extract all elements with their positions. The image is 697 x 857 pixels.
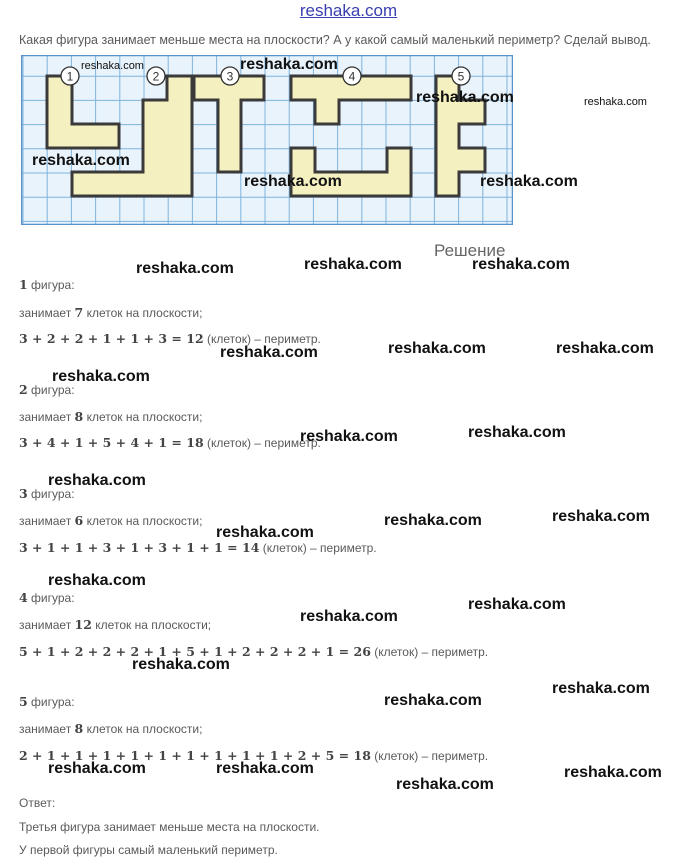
watermark: reshaka.com: [300, 428, 398, 445]
watermark: reshaka.com: [240, 56, 338, 73]
figure-number-5: [452, 67, 470, 85]
watermark: reshaka.com: [220, 344, 318, 361]
watermark: reshaka.com: [32, 152, 130, 169]
watermark: reshaka.com: [480, 173, 578, 190]
svg-text:1: 1: [66, 69, 74, 84]
task-question: Какая фигура занимает меньше места на плоскости? А у какой самый маленький периметр? Сделай вывод.: [19, 33, 651, 47]
answer-line-1: Третья фигура занимает меньше места на плоскости.: [19, 820, 320, 834]
watermark: reshaka.com: [396, 776, 494, 793]
figure-2-area: занимает 8 клеток на плоскости;: [19, 409, 203, 424]
watermark: reshaka.com: [304, 256, 402, 273]
solution-heading: Решение: [434, 241, 506, 260]
answer-line-2: У первой фигуры самый маленький периметр.: [19, 843, 278, 857]
watermark: reshaka.com: [300, 608, 398, 625]
watermark: reshaka.com: [584, 96, 647, 108]
watermark: reshaka.com: [384, 512, 482, 529]
watermark: reshaka.com: [48, 760, 146, 777]
watermark: reshaka.com: [556, 340, 654, 357]
figure-5-label: 5 фигура:: [19, 694, 75, 709]
watermark: reshaka.com: [384, 692, 482, 709]
figure-4-label: 4 фигура:: [19, 590, 75, 605]
svg-text:4: 4: [348, 69, 356, 84]
answer-label: Ответ:: [19, 796, 56, 810]
watermark: reshaka.com: [244, 173, 342, 190]
watermark: reshaka.com: [132, 656, 230, 673]
figure-1-perimeter: 3 + 2 + 2 + 1 + 1 + 3 = 12 (клеток) – периметр.: [19, 331, 321, 346]
figures-grid-image: [21, 55, 513, 225]
figure-2-perimeter: 3 + 4 + 1 + 5 + 4 + 1 = 18 (клеток) – периметр.: [19, 435, 321, 450]
site-title-link[interactable]: reshaka.com: [299, 1, 398, 20]
figure-number-4: [343, 67, 361, 85]
watermark: reshaka.com: [216, 760, 314, 777]
svg-text:2: 2: [152, 69, 160, 84]
svg-text:3: 3: [226, 69, 234, 84]
figure-3-label: 3 фигура:: [19, 486, 75, 501]
watermark: reshaka.com: [416, 89, 514, 106]
watermark: reshaka.com: [552, 680, 650, 697]
figure-2-label: 2 фигура:: [19, 382, 75, 397]
figure-3-area: занимает 6 клеток на плоскости;: [19, 513, 203, 528]
figure-number-1: [61, 67, 79, 85]
watermark: reshaka.com: [81, 60, 144, 72]
watermark: reshaka.com: [472, 256, 570, 273]
figure-1-label: 1 фигура:: [19, 277, 75, 292]
figure-5-perimeter: 2 + 1 + 1 + 1 + 1 + 1 + 1 + 1 + 1 + 1 + 2 + 5 = 18 (клеток) – периметр.: [19, 748, 489, 763]
figure-4-perimeter: 5 + 1 + 2 + 2 + 2 + 1 + 5 + 1 + 2 + 2 + 2 + 1 = 26 (клеток) – периметр.: [19, 644, 489, 659]
watermark: reshaka.com: [564, 764, 662, 781]
watermark: reshaka.com: [48, 472, 146, 489]
figure-5-area: занимает 8 клеток на плоскости;: [19, 721, 203, 736]
figure-1-area: занимает 7 клеток на плоскости;: [19, 305, 203, 320]
watermark: reshaka.com: [468, 596, 566, 613]
figure-3-perimeter: 3 + 1 + 1 + 3 + 1 + 3 + 1 + 1 = 14 (клеток) – периметр.: [19, 540, 377, 555]
figure-4-area: занимает 12 клеток на плоскости;: [19, 617, 212, 632]
watermark: reshaka.com: [388, 340, 486, 357]
figure-number-3: [221, 67, 239, 85]
watermark: reshaka.com: [468, 424, 566, 441]
watermark: reshaka.com: [216, 524, 314, 541]
watermark: reshaka.com: [552, 508, 650, 525]
watermark: reshaka.com: [48, 572, 146, 589]
watermark: reshaka.com: [52, 368, 150, 385]
watermark: reshaka.com: [136, 260, 234, 277]
figure-number-2: [147, 67, 165, 85]
svg-text:5: 5: [457, 69, 465, 84]
